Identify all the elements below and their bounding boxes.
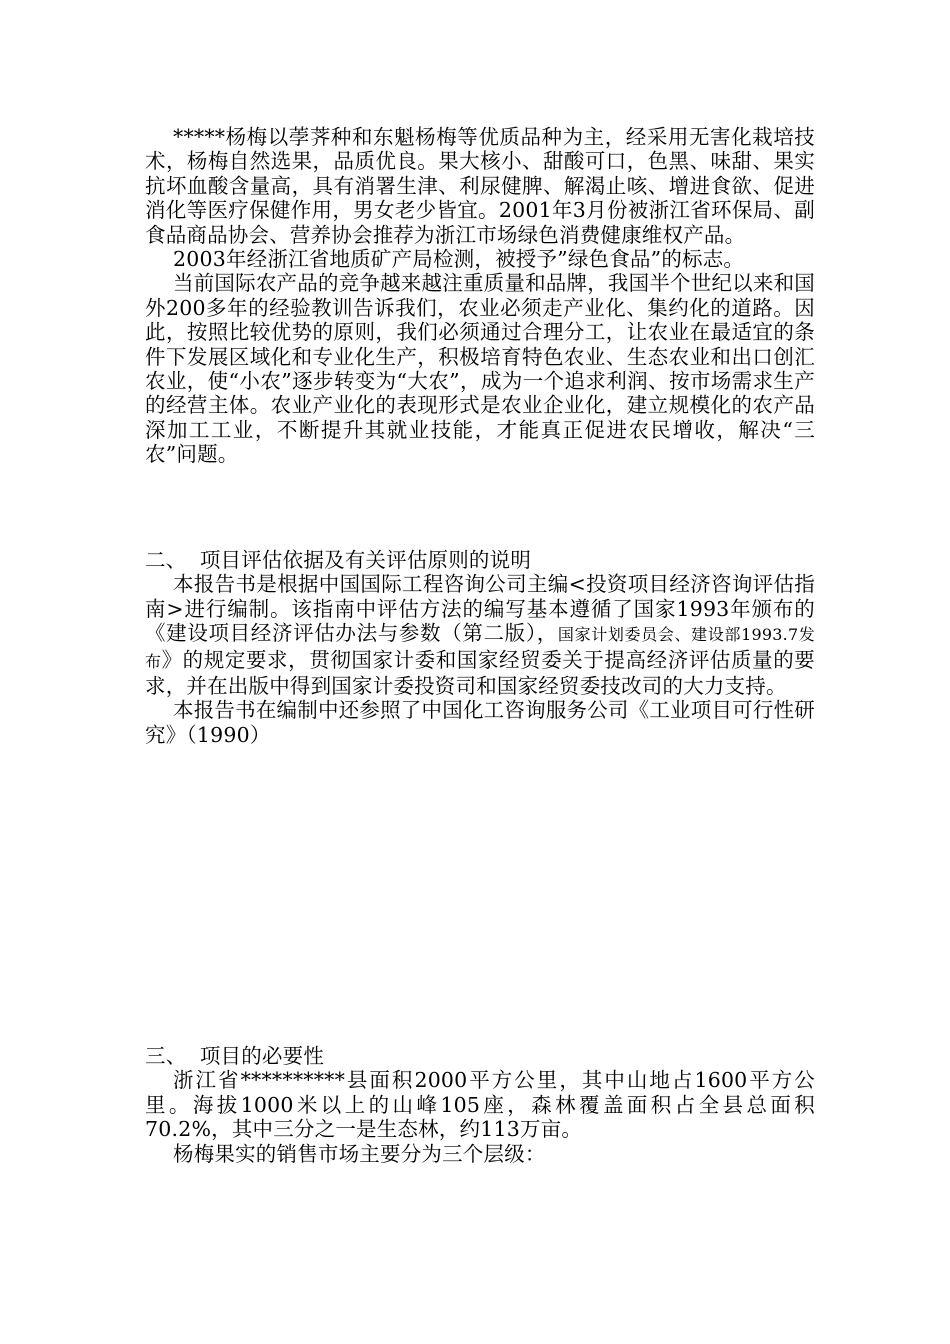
section-evaluation-basis (145, 548, 815, 747)
report-basis-text-1: 本报告书是根据中国国际工程咨询公司主编<投资项目经济咨询评估指南>进行编制。该指南中评估方法的编写基本遵循了国家1993年颁布的《建设项目经济评估办法与参数（第二版）， (145, 572, 815, 646)
paragraph-yangmei-quality: *****杨梅以荸荠种和东魁杨梅等优质品种为主，经采用无害化栽培技术，杨梅自然选果，品质优良。果大核小、甜酸可口，色黑、味甜、果实抗坏血酸含量高，具有消署生津、利尿健脾、解渴止咳、增进食欲、促进消化等医疗保健作用，男女老少皆宜。2001年3月份被浙江省环保局、副食品商品协会、营养协会推荐为浙江市场绿色消费健康维权产品。 (145, 125, 815, 247)
section-heading-3: 三、 项目的必要性 (145, 1044, 325, 1068)
section-necessity (145, 1044, 815, 1166)
section-intro (145, 125, 815, 467)
report-basis-small-note: 国家计划委员会、建设部1993.7发布 (145, 625, 816, 671)
paragraph-industrialization: 当前国际农产品的竞争越来越注重质量和品牌，我国半个世纪以来和国外200多年的经验教训告诉我们，农业必须走产业化、集约化的道路。因此，按照比较优势的原则，我们必须通过合理分工，让农业在最适宜的条件下发展区域化和专业化生产，积极培育特色农业、生态农业和出口创汇农业，使“小农”逐步转变为“大农”，成为一个追求利润、按市场需求生产的经营主体。农业产业化的表现形式是农业企业化，建立规模化的农产品深加工工业，不断提升其就业技能，才能真正促进农民增收，解决“三农”问题。 (145, 271, 815, 467)
paragraph-market-levels: 杨梅果实的销售市场主要分为三个层级： (173, 1141, 546, 1166)
paragraph-report-reference: 本报告书在编制中还参照了中国化工咨询服务公司《工业项目可行性研究》（1990） (145, 698, 815, 747)
section-heading-2: 二、 项目评估依据及有关评估原则的说明 (145, 548, 532, 572)
paragraph-report-basis (145, 572, 815, 698)
paragraph-county-area: 浙江省**********县面积2000平方公里，其中山地占1600平方公里。海拔1000米以上的山峰105座，森林覆盖面积占全县总面积70.2%，其中三分之一是生态林，约113万亩。 (145, 1068, 815, 1142)
paragraph-green-food: 2003年经浙江省地质矿产局检测，被授予”绿色食品”的标志。 (173, 247, 745, 272)
report-basis-text-2: 》的规定要求，贯彻国家计委和国家经贸委关于提高经济评估质量的要求，并在出版中得到国家计委投资司和国家经贸委技改司的大力支持。 (145, 647, 815, 699)
